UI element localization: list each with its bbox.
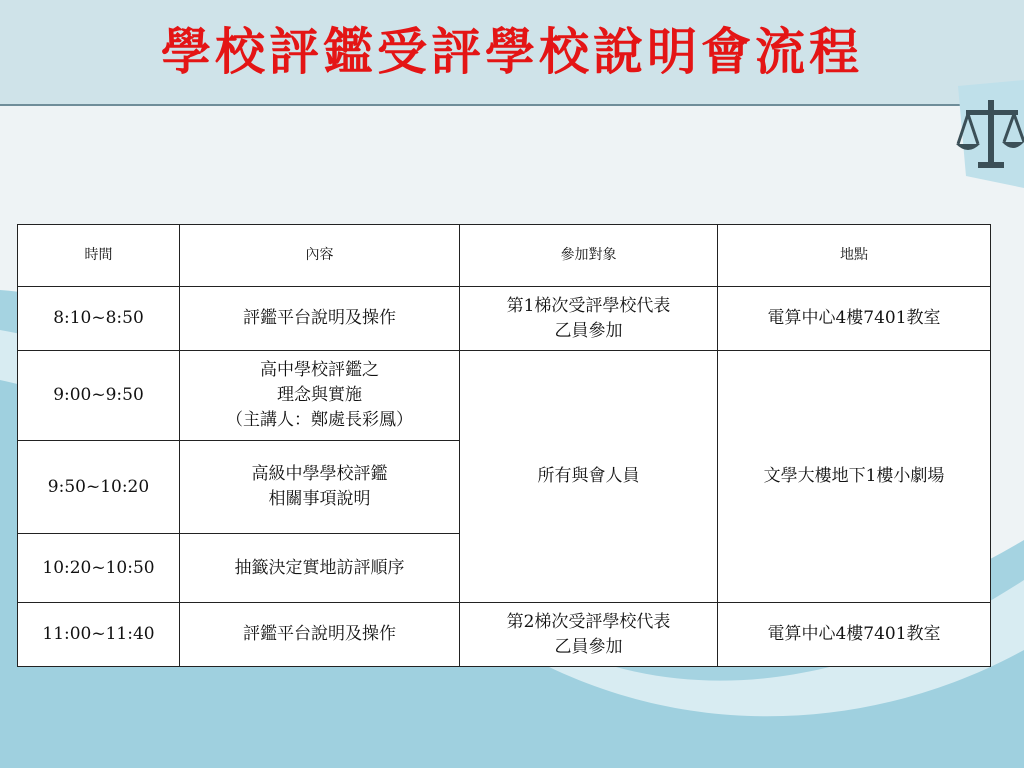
header-content: 內容 (180, 225, 460, 287)
title-banner (0, 0, 1024, 106)
time-cell: 8:10~8:50 (18, 287, 180, 351)
time-cell: 9:00~9:50 (18, 351, 180, 441)
scales-of-justice-icon (944, 80, 1024, 188)
location-cell: 文學大樓地下1樓小劇場 (718, 351, 991, 603)
header-attendees: 參加對象 (460, 225, 718, 287)
time-cell: 11:00~11:40 (18, 603, 180, 667)
location-cell: 電算中心4樓7401教室 (718, 603, 991, 667)
schedule-table (17, 224, 991, 667)
content-cell: 評鑑平台說明及操作 (180, 603, 460, 667)
content-cell: 高級中學學校評鑑 相關事項說明 (180, 441, 460, 534)
table-row (18, 603, 991, 667)
content-cell: 高中學校評鑑之 理念與實施 （主講人：鄭處長彩鳳） (180, 351, 460, 441)
content-cell: 抽籤決定實地訪評順序 (180, 534, 460, 603)
table-header-row (18, 225, 991, 287)
attendees-cell: 所有與會人員 (460, 351, 718, 603)
attendees-cell: 第2梯次受評學校代表 乙員參加 (460, 603, 718, 667)
time-cell: 10:20~10:50 (18, 534, 180, 603)
attendees-cell: 第1梯次受評學校代表 乙員參加 (460, 287, 718, 351)
location-cell: 電算中心4樓7401教室 (718, 287, 991, 351)
time-cell: 9:50~10:20 (18, 441, 180, 534)
header-location: 地點 (718, 225, 991, 287)
table-row (18, 351, 991, 441)
table-row (18, 287, 991, 351)
content-cell: 評鑑平台說明及操作 (180, 287, 460, 351)
header-time: 時間 (18, 225, 180, 287)
page-title: 學校評鑑受評學校說明會流程 (161, 22, 863, 81)
